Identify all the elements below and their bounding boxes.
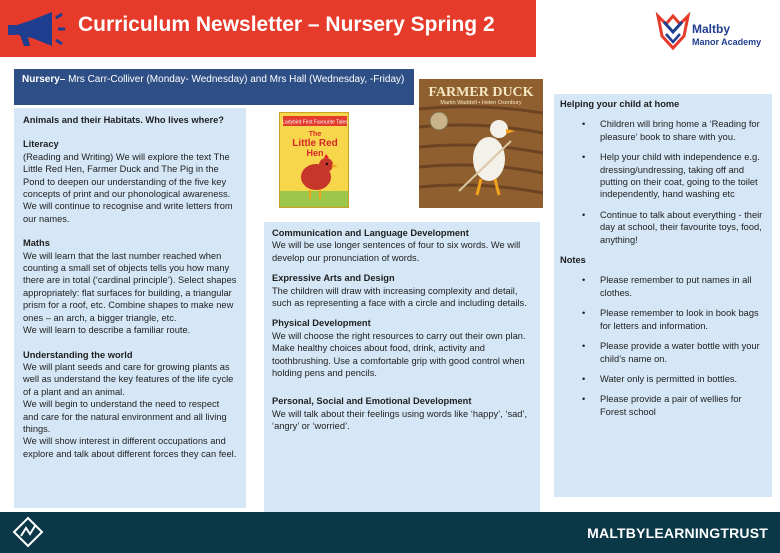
communication-heading: Communication and Language Development [272, 228, 469, 238]
book1-series: Ladybird First Favourite Tales [282, 119, 348, 126]
literacy-text: (Reading and Writing) We will explore the text The Little Red Hen, Farmer Duck and The Pig in the Pond to deepen our understanding of the five key concepts of print and our phonological awareness. We will continue to recognise and write letters from our names. [23, 151, 233, 224]
school-logo [654, 12, 772, 58]
literacy-heading: Literacy [23, 139, 59, 150]
logo-name: Maltby [692, 22, 731, 36]
home-support-panel [554, 94, 772, 497]
class-label: Nursery– [22, 74, 66, 85]
book-cover-art-hen [280, 113, 349, 208]
book-cover-art-duck [419, 79, 543, 208]
notes-list [560, 274, 766, 418]
logo-subtitle: Manor Academy [692, 37, 762, 47]
maths-heading: Maths [23, 238, 50, 249]
staff-names: Mrs Carr-Colliver (Monday- Wednesday) and Mrs Hall (Wednesday, -Friday) [65, 74, 405, 85]
book1-title-3: Hen [306, 148, 324, 158]
list-item: • Please remember to put names in all clothes. [560, 274, 766, 299]
expressive-arts-text: The children will draw with increasing complexity and detail, such as representing a face with a circle and including details. [272, 285, 527, 309]
psed-text: We will talk about their feelings using words like ‘happy’, ‘sad’, ‘angry’ or ‘worried’. [272, 408, 528, 432]
header-banner [0, 0, 536, 57]
curriculum-panel-middle [264, 222, 540, 512]
book2-authors: Martin Waddell • Helen Oxenbury [440, 100, 522, 106]
page-title: Curriculum Newsletter – Nursery Spring 2 [78, 13, 495, 36]
list-item: • Please provide a water bottle with your child’s name on. [560, 340, 766, 365]
list-item: • Children will bring home a ‘Reading for pleasure’ book to share with you. [560, 118, 766, 143]
academy-crest-icon [654, 12, 692, 52]
physical-development-heading: Physical Development [272, 318, 371, 329]
list-item: • Please provide a pair of wellies for Forest school [560, 393, 766, 418]
farmer-duck-book-cover [419, 79, 543, 208]
understanding-world-text-1: We will plant seeds and care for growing plants as well as understand the key features of the life cycle of a plant and an animal. [23, 361, 234, 397]
list-item: • Continue to talk about everything - their day at school, their favourite toys, food, anything! [560, 209, 766, 246]
expressive-arts-heading: Expressive Arts and Design [272, 273, 395, 284]
trust-logo-icon [12, 516, 44, 548]
book1-title-1: The [308, 131, 322, 138]
book2-title: FARMER DUCK [428, 85, 534, 100]
understanding-world-text-2: We will begin to understand the need to respect and care for the natural environment and all living things. [23, 399, 227, 434]
topic-heading: Animals and their Habitats. Who lives where? [23, 115, 224, 125]
maths-text-2: We will learn to describe a familiar route. [23, 325, 191, 336]
list-item: • Please remember to look in book bags for letters and information. [560, 307, 766, 332]
helping-heading: Helping your child at home [560, 99, 680, 109]
little-red-hen-book-cover [279, 112, 349, 208]
helping-list [560, 118, 766, 246]
notes-heading: Notes [560, 255, 586, 266]
book1-title-2: Little Red [292, 138, 338, 149]
physical-development-text: We will choose the right resources to carry out their own plan. Make healthy choices about food, drink, activity and toothbrushing. Use a comfortable grip with good control when holding pens and pencils. [272, 330, 526, 379]
curriculum-panel-left [14, 108, 246, 508]
psed-heading: Personal, Social and Emotional Development [272, 396, 472, 407]
list-item: • Water only is permitted in bottles. [560, 373, 766, 385]
staff-strip [14, 69, 414, 105]
footer-bar [0, 512, 780, 553]
megaphone-icon [4, 8, 66, 50]
understanding-world-text-3: We will show interest in different occupations and explore and talk about different forces they can feel. [23, 436, 237, 459]
understanding-world-heading: Understanding the world [23, 349, 133, 360]
footer-brand-text: MALTBYLEARNINGTRUST [587, 525, 768, 541]
communication-text: We will be use longer sentences of four to six words. We will develop our pronunciation of words. [272, 240, 521, 263]
maths-text: We will learn that the last number reached when counting a small set of objects tells you how many there are in total (‘cardinal principle’). Select shapes appropriately: flat surfaces for building, a triangular prism for a roof, etc. Combine shapes to make new ones – an arch, a bigger triangle, etc. [23, 250, 237, 323]
list-item: • Help your child with independence e.g. dressing/undressing, taking off and putting on their coat, going to the toilet independently, hand washing etc [560, 151, 766, 201]
